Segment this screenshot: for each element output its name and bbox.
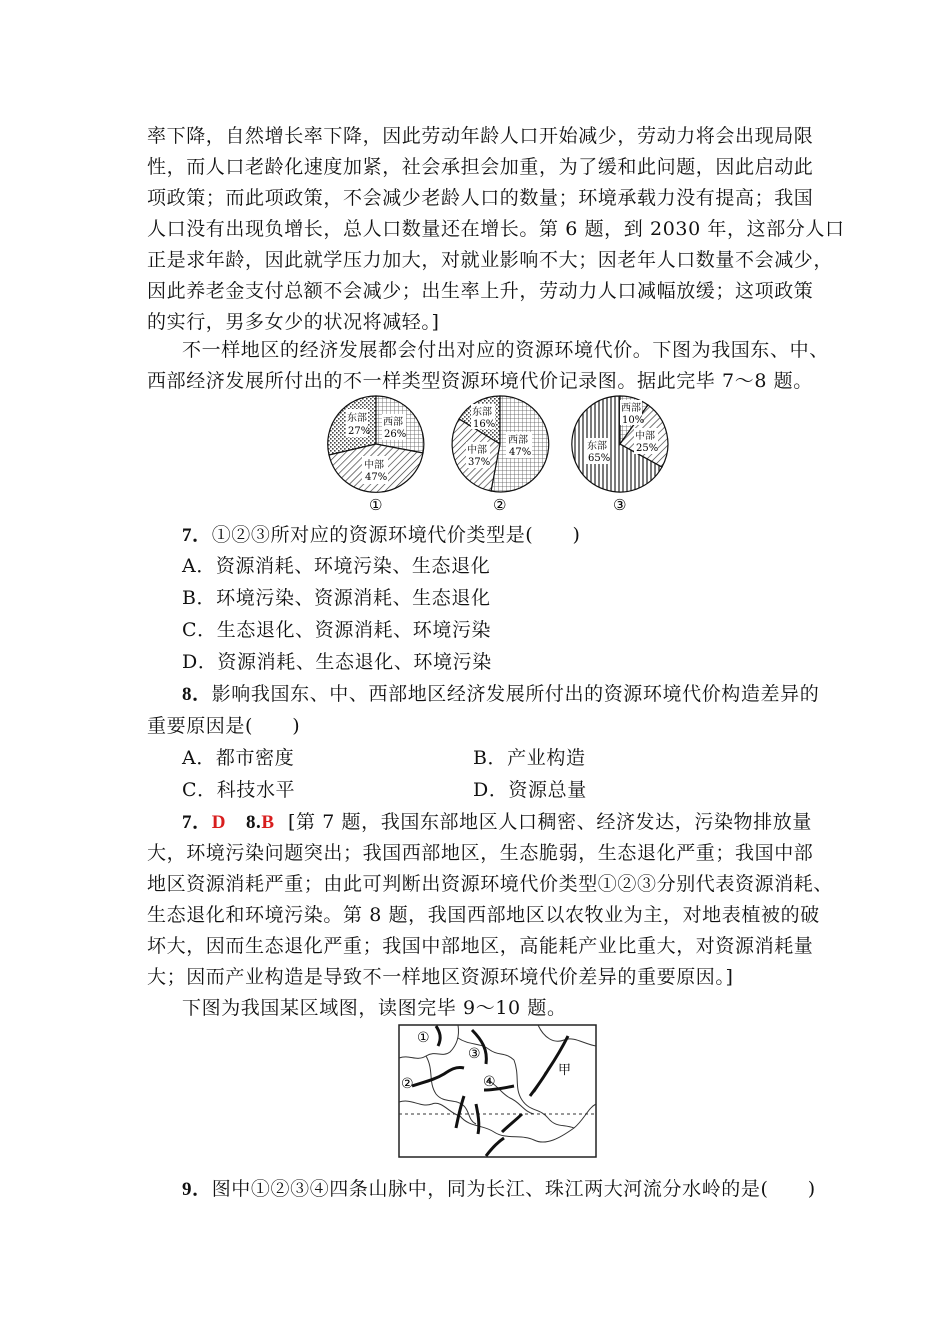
pie1-caption: ① — [369, 496, 383, 514]
text-line: 西部经济发展所付出的不一样类型资源环境代价记录图。据此完毕 7～8 题。 — [147, 370, 813, 392]
text-line: 因此养老金支付总额不会减少；出生率上升，劳动力人口减幅放缓；这项政策 — [147, 280, 814, 302]
question-9-stem: 图中①②③④四条山脉中，同为长江、珠江两大河流分水岭的是( ) — [211, 1178, 816, 1200]
text-line: 正是求年龄，因此就学压力加大，对就业影响不大；因老年人口数量不会减少， — [147, 249, 834, 271]
pie-chart-1 — [328, 396, 424, 514]
pie1-west-label: 西部 — [383, 417, 403, 428]
pie-charts-figure — [326, 394, 671, 516]
pie3-caption: ③ — [613, 496, 627, 514]
question-8 — [182, 679, 819, 706]
text-line: 人口没有出现负增长，总人口数量还在增长。第 6 题，到 2030 年，这部分人口 — [147, 218, 845, 240]
map-label-4: ④ — [483, 1074, 496, 1090]
map-label-2: ② — [401, 1076, 414, 1092]
pie2-mid-label: 中部 — [467, 445, 487, 456]
pie1-west-pct: 26% — [384, 429, 407, 440]
pie2-mid-pct: 37% — [468, 457, 491, 468]
text-line: 的实行，男多女少的状况将减轻。] — [147, 311, 440, 333]
q7-option-b[interactable]: B．环境污染、资源消耗、生态退化 — [182, 587, 491, 609]
map-label-1: ① — [417, 1030, 430, 1046]
question-8-stem-1: 影响我国东、中、西部地区经济发展所付出的资源环境代价构造差异的 — [211, 683, 820, 705]
question-8-stem-2: 重要原因是( ) — [147, 715, 301, 737]
q7-option-c[interactable]: C．生态退化、资源消耗、环境污染 — [182, 619, 492, 641]
pie3-west-pct: 10% — [622, 415, 645, 426]
pie-chart-3 — [572, 396, 668, 514]
q8-option-c[interactable]: C．科技水平 — [182, 779, 296, 801]
explanation-line: 地区资源消耗严重；由此可判断出资源环境代价类型①②③分别代表资源消耗、 — [147, 873, 834, 895]
question-7-number: 7． — [182, 525, 212, 546]
question-7 — [182, 520, 581, 547]
pie2-west-label: 西部 — [508, 435, 528, 446]
text-line: 不一样地区的经济发展都会付出对应的资源环境代价。下图为我国东、中、 — [182, 339, 829, 361]
q8-option-d[interactable]: D．资源总量 — [473, 779, 587, 801]
q8-option-a[interactable]: A．都市密度 — [182, 747, 295, 769]
map-label-jia: 甲 — [558, 1063, 572, 1078]
explanation-line: 坏大，因而生态退化严重；我国中部地区，高能耗产业比重大，对资源消耗量 — [147, 935, 814, 957]
pie3-mid-pct: 25% — [636, 443, 659, 454]
pie2-east-label: 东部 — [472, 407, 492, 418]
answer-8-letter: B — [261, 812, 275, 833]
q8-option-b[interactable]: B．产业构造 — [473, 747, 586, 769]
pie3-west-label: 西部 — [621, 403, 641, 414]
answer-8-number: 8. — [245, 812, 262, 833]
question-8-number: 8． — [182, 684, 212, 705]
pie1-mid-pct: 47% — [365, 472, 388, 483]
explanation-line: 生态退化和环境污染。第 8 题，我国西部地区以农牧业为主，对地表植被的破 — [147, 904, 820, 926]
region-map-figure — [398, 1024, 598, 1159]
explanation-line: [第 7 题，我国东部地区人口稠密、经济发达，污染物排放量 — [287, 811, 812, 833]
pie3-east-label: 东部 — [587, 441, 607, 452]
pie-chart-2 — [452, 396, 549, 514]
text-line: 项政策；而此项政策，不会减少老龄人口的数量；环境承载力没有提高；我国 — [147, 187, 814, 209]
q7-option-a[interactable]: A．资源消耗、环境污染、生态退化 — [182, 555, 491, 577]
pie2-east-pct: 16% — [473, 419, 496, 430]
answer-7-8 — [182, 807, 812, 834]
pie3-mid-label: 中部 — [635, 431, 655, 442]
map-label-3: ③ — [468, 1046, 481, 1062]
question-9-number: 9． — [182, 1179, 212, 1200]
pie2-west-pct: 47% — [509, 447, 532, 458]
pie2-caption: ② — [493, 496, 507, 514]
question-7-stem: ①②③所对应的资源环境代价类型是( ) — [211, 524, 581, 546]
question-9 — [182, 1174, 816, 1201]
text-line: 率下降，自然增长率下降，因此劳动年龄人口开始减少，劳动力将会出现局限 — [147, 125, 814, 147]
answer-7-number: 7． — [182, 812, 212, 833]
answer-7-letter: D — [211, 812, 227, 833]
explanation-line: 大；因而产业构造是导致不一样地区资源环境代价差异的重要原因。] — [147, 966, 734, 988]
pie3-east-pct: 65% — [588, 453, 611, 464]
text-line: 性，而人口老龄化速度加紧，社会承担会加重，为了缓和此问题，因此启动此 — [147, 156, 814, 178]
q7-option-d[interactable]: D．资源消耗、生态退化、环境污染 — [182, 651, 492, 673]
pie1-east-label: 东部 — [347, 413, 367, 424]
intro-9-10: 下图为我国某区域图，读图完毕 9～10 题。 — [182, 997, 567, 1019]
explanation-line: 大，环境污染问题突出；我国西部地区，生态脆弱，生态退化严重；我国中部 — [147, 842, 814, 864]
pie1-mid-label: 中部 — [364, 460, 384, 471]
pie1-east-pct: 27% — [348, 426, 371, 437]
